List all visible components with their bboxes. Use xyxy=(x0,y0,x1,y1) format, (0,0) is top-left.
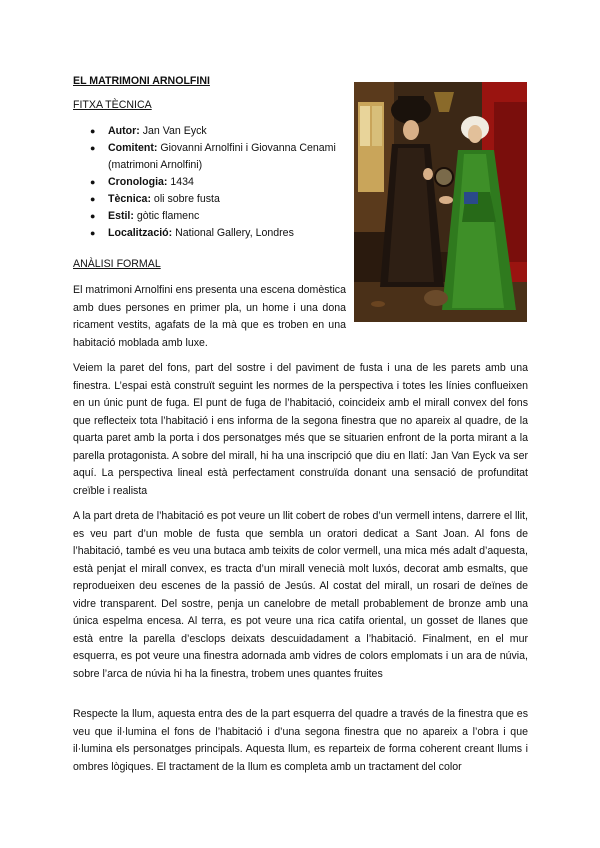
list-item: ● Cronologia: 1434 xyxy=(73,174,363,191)
paragraph-space: Veiem la paret del fons, part del sostre i del paviment de fusta i una de les parets amb una finestra. L’espai està construït seguint les normes de la perspectiva i totes les línies conflueixen en un únic punt de fuga. El punt de fuga de l’habitació, coincideix amb el mirall convex del fons que reflecteix tota l’habitació i ens informa de la segona finestra que no apareix al quadre, de la quarta paret amb la porta i dos personatges més que se situarien enfront de la porta mirant a la parella protagonista. A sobre del mirall, hi ha una inscripció que diu en llatí: Jan Van Eyck va ser aquí. La perspectiva lineal està perfectament construïda donant una sensació de profunditat creïble i realista xyxy=(73,362,528,497)
bullet-icon: ● xyxy=(90,177,96,187)
bullet-icon: ● xyxy=(90,126,96,136)
arnolfini-painting-image xyxy=(354,82,527,322)
section-heading-analisi: ANÀLISI FORMAL xyxy=(73,258,161,270)
bullet-icon: ● xyxy=(90,211,96,221)
list-item: ● Localització: National Gallery, Londres xyxy=(73,225,363,242)
bullet-icon: ● xyxy=(90,143,96,153)
list-item: ● Comitent: Giovanni Arnolfini i Giovanna Cenami (matrimoni Arnolfini) xyxy=(90,142,336,171)
bullet-icon: ● xyxy=(90,228,96,238)
fitxa-list xyxy=(73,123,363,242)
paragraph-objects: A la part dreta de l’habitació es pot veure un llit cobert de robes d’un vermell intens, darrere el llit, es veu part d’un moble de fusta que sembla un oratori dedicat a Sant Joan. Al fons de l’habitació, també es veu una butaca amb teixits de color vermell, una mica més adalt d’aquesta, està penjat el mirall convex, es tracta d’un mirall venecià molt luxós, decorat amb esmalts, que reprodueixen deu escenes de la passió de Jesús. Al costat del mirall, un rosari de deïnes de vidre transparent. Del sostre, penja un canelobre de metall probablement de bronze amb una única espelma encesa. Al terra, es pot veure una rica catifa oriental, un gosset de llanes que està entre la parella d’esclops deixats descuidadament a l’habitació. Finalment, en el mur esquerra, es pot veure una finestra adornada amb vidres de colors emplomats i un ara de núvia, sobre l’arca de núvia hi ha la finestra, trobem unes quantes fruites xyxy=(73,510,528,680)
document-title: EL MATRIMONI ARNOLFINI xyxy=(73,75,210,87)
bullet-icon: ● xyxy=(90,194,96,204)
list-item: ● Estil: gòtic flamenc xyxy=(73,208,363,225)
paragraph-light: Respecte la llum, aquesta entra des de la part esquerra del quadre a través de la finestra que es veu que il·lumina el fons de l’habitació i d’una segona finestra que no apareix a l’obra i que il·lumina els personatges principals. Aquesta llum, es reparteix de forma coherent creant llums i ombres lògiques. El tractament de la llum es completa amb un tractament del color xyxy=(73,708,528,773)
section-heading-fitxa: FITXA TÈCNICA xyxy=(73,99,152,111)
list-item: ● Tècnica: oli sobre fusta xyxy=(73,191,363,208)
paragraph-intro: El matrimoni Arnolfini ens presenta una escena domèstica amb dues persones en primer pla, un home i una dona ricament vestits, agafats de la mà que es troben en una habitació moblada amb luxe. xyxy=(73,284,346,349)
list-item: ● Autor: Jan Van Eyck xyxy=(73,123,363,140)
